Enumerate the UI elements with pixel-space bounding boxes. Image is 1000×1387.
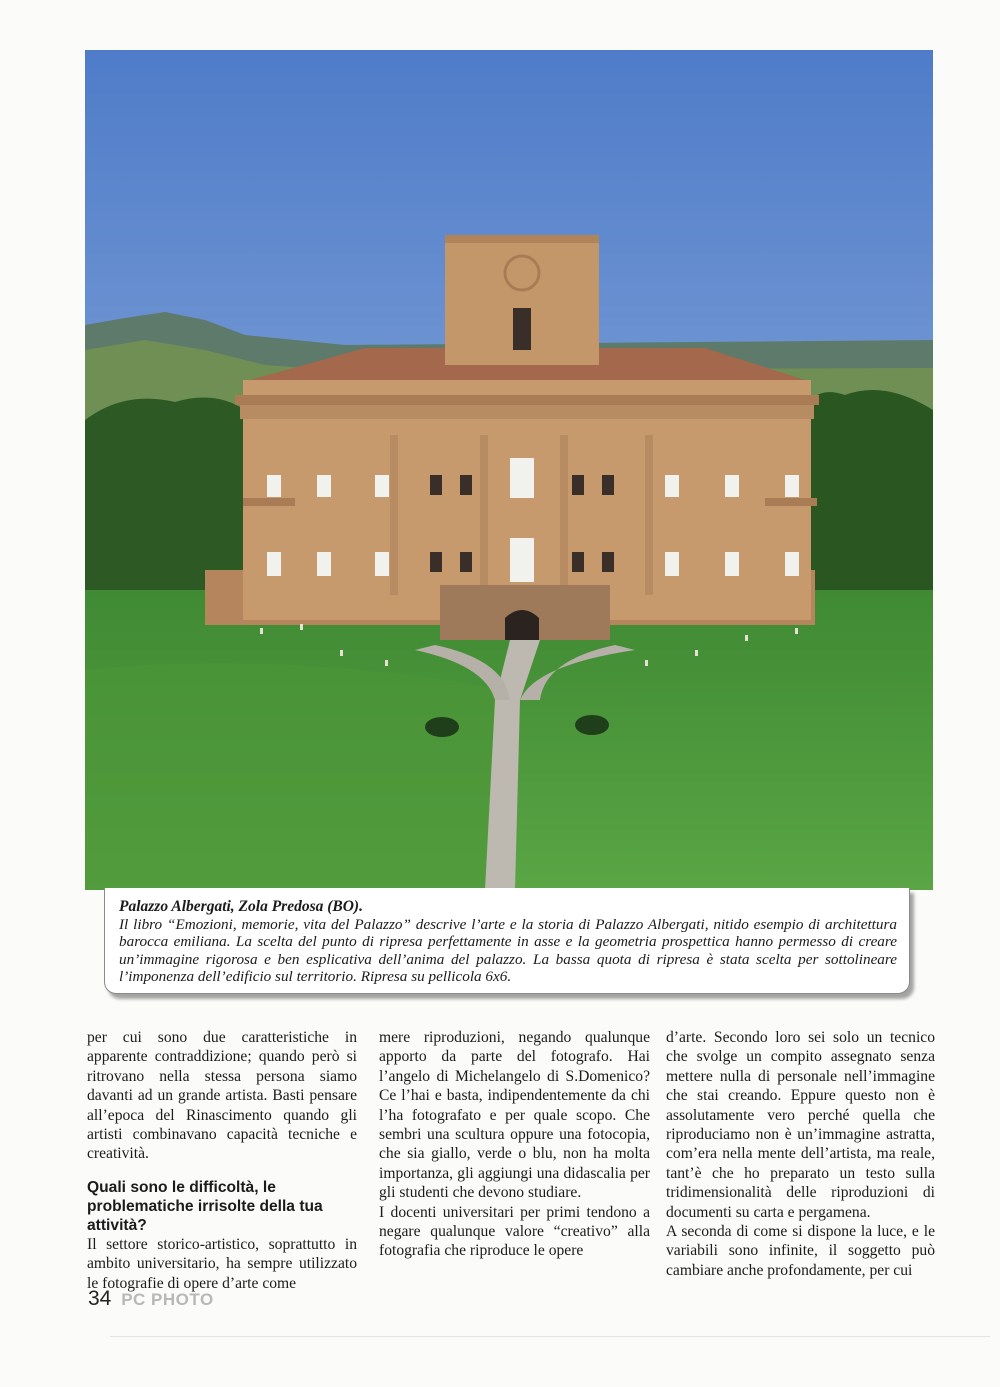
caption-title: Palazzo Albergati, Zola Predosa (BO). [119, 898, 363, 915]
photo-caption [104, 888, 910, 994]
page-footer [88, 1287, 214, 1311]
page-number: 34 [88, 1287, 112, 1310]
interview-question: Quali sono le difficoltà, le problematiche irrisolte della tua attività? [87, 1178, 323, 1234]
bottom-divider [110, 1336, 990, 1337]
caption-body: Il libro “Emozioni, memorie, vita del Palazzo” descrive l’arte e la storia di Palazzo Albergati, nitido esempio di architettura barocca emiliana. La scelta del punto di ripresa perfettamente in asse e la geometria prospettica hanno permesso di creare un’immagine rigorosa e ben esplicativa dell’anima del palazzo. La bassa quota di ripresa è stata scelta per sottolineare l’imponenza dell’edificio sul territorio. Ripresa su pellicola 6x6. [119, 915, 897, 986]
col1-paragraph-1: per cui sono due caratteristiche in apparente contraddizione; quando però si ritrovano nella stessa persona siamo davanti ad un grande artista. Basti pensare all’epoca del Rinascimento quando gli artisti combinavano capacità tecniche e creatività. [87, 1029, 357, 1163]
palazzo-photo [85, 50, 933, 890]
col2-paragraph-1: mere riproduzioni, negando qualunque apporto da parte del fotografo. Hai l’angelo di Michelangelo di S.Domenico? Ce l’hai e basta, indipendentemente da chi l’ha fotografato e per quale scopo. Che sembri una scultura oppure una fotocopia, che sia giallo, verde o blu, non ha molta importanza, gli aggiungi una didascalia per gli studenti che devono studiare. [379, 1029, 650, 1202]
palazzo-illustration [85, 50, 933, 890]
col3-paragraph-2: A seconda di come si dispone la luce, e le variabili sono infinite, il soggetto può cambiare anche profondamente, per cui [666, 1223, 935, 1279]
col3-paragraph-1: d’arte. Secondo loro sei solo un tecnico che svolge un compito assegnato senza mettere nulla di personale nell’immagine che stai creando. Eppure questo non è assolutamente vero perché quella che riproduciamo non è un’immagine astratta, com’era nella mente dell’artista, ma reale, tant’è che ho preparato un testo sulla tridimensionalità delle riproduzioni di documenti su carta e pergamena. [666, 1029, 935, 1221]
col1-paragraph-2: Il settore storico-artistico, soprattutto in ambito universitario, ha sempre utilizzato le fotografie di opere d’arte come [87, 1235, 357, 1292]
article-column-2 [379, 1028, 650, 1261]
article-column-3 [666, 1028, 935, 1280]
magazine-name: PC PHOTO [121, 1290, 214, 1309]
col2-paragraph-2: I docenti universitari per primi tendono a negare qualunque valore “creativo” alla fotografia che riproduce le opere [379, 1203, 650, 1260]
article-column-1 [87, 1028, 357, 1293]
